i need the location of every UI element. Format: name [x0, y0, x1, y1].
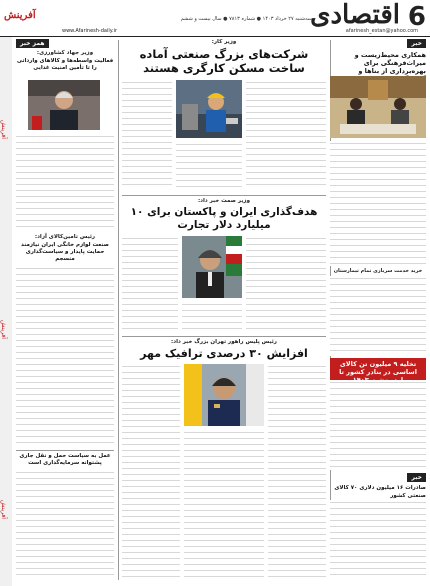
- story-divider: [122, 195, 326, 196]
- story3-body: [268, 364, 326, 580]
- police-photo-icon: [184, 364, 264, 426]
- story3-kicker: رئیس پلیس راهور تهران بزرگ خبر داد:: [171, 339, 277, 345]
- news-tag: خبر: [407, 473, 426, 482]
- left-column-kicker-2: رئیس تامین‌کالای آزاد:: [34, 234, 96, 240]
- left-column-headline-2: صنعت لوازم خانگی ایران نیازمند حمایت پایدار و سیاست‌گذاری منسجم: [21, 242, 109, 262]
- left-column-kicker: وزیر جهاد کشاورزی:: [36, 50, 94, 56]
- right-column-photo: [330, 76, 426, 138]
- side-logo: آفرینش: [0, 500, 7, 519]
- right-column-red-box: تخلیه ۹ میلیون تن کالای اساسی در بنادر کشور تا: [330, 358, 426, 386]
- right-column-body: [330, 141, 426, 266]
- story-divider: [16, 450, 114, 451]
- right-column-body-3: [330, 380, 426, 470]
- masthead-email: afarinesh_estan@yahoo.com: [345, 28, 418, 34]
- left-column-headline-3: عمل به سیاست حمل و نقل جاری پشتوانه سرمایه‌گذاری است: [19, 453, 111, 466]
- story3-headline: افزایش ۳۰ درصدی ترافیک مهر: [140, 347, 308, 360]
- main-story-body-2: [122, 80, 172, 190]
- main-story-photo: [176, 80, 242, 138]
- section-title: اقتصادی: [310, 0, 400, 30]
- news-tag: خبر: [407, 39, 426, 48]
- story2-photo: [182, 236, 242, 298]
- story2-headline: هدف‌گذاری ایران و پاکستان برای ۱۰ میلیارد دلار تجارت: [130, 206, 318, 231]
- main-story-body-3: [176, 142, 242, 190]
- story3-body-2: [122, 364, 180, 580]
- masthead-rule: [0, 36, 430, 37]
- side-logo: آفرینش: [0, 320, 7, 339]
- worker-photo-icon: [176, 80, 242, 138]
- minister-photo-icon: [182, 236, 242, 298]
- right-column-label: خرید خدمت سربازی تمام تیمارستان: [333, 268, 423, 274]
- page-number: 6: [407, 2, 426, 32]
- left-column-body-3: [16, 470, 114, 580]
- right-column-body-4: [330, 500, 426, 580]
- column-rule: [118, 40, 119, 580]
- side-logo: آفرینش: [0, 120, 7, 139]
- left-column-body: [16, 134, 114, 230]
- hezb-khabar-tag: همز خبر: [16, 39, 49, 48]
- newspaper-logo: آفرینش: [4, 10, 36, 21]
- meeting-photo-icon: [330, 76, 426, 138]
- left-column-photo: [28, 80, 100, 130]
- story-divider: [122, 336, 326, 337]
- right-column-body-2: [330, 276, 426, 356]
- right-column-headline: همکاری محیط‌زیست و میراث‌فرهنگی برای بهره‌برداری از بناها و: [354, 51, 426, 75]
- masthead-dateline: سه‌شنبه ۲۷ خرداد ۱۴۰۳ ● شماره ۷۸۱۳ ● سال بیست و ششم: [180, 16, 312, 22]
- official-photo-icon: [28, 80, 100, 130]
- left-column-headline: فعالیت واسطه‌ها و کالاهای وارداتی را تا تأمین امنیت غذایی: [16, 58, 114, 71]
- story3-body-3: [184, 430, 264, 580]
- story2-body: [246, 236, 326, 332]
- story2-body-3: [182, 302, 242, 332]
- masthead-website: www.Afarinesh-daily.ir: [62, 28, 118, 34]
- left-column-body-2: [16, 266, 114, 446]
- main-story-body: [246, 80, 326, 190]
- main-story-kicker: وزیر کار:: [211, 39, 237, 45]
- main-story-headline: شرکت‌های بزرگ صنعتی آماده ساخت مسکن کارگری هستند: [139, 47, 309, 75]
- story3-photo: [184, 364, 264, 426]
- masthead: [0, 0, 430, 36]
- story2-body-2: [122, 236, 178, 332]
- story2-kicker: وزیر صمت خبر داد:: [197, 198, 250, 204]
- right-column-bottom-headline: صادرات ۱۶ میلیون دلاری ۷۰ کالای صنعتی کشور: [334, 485, 426, 499]
